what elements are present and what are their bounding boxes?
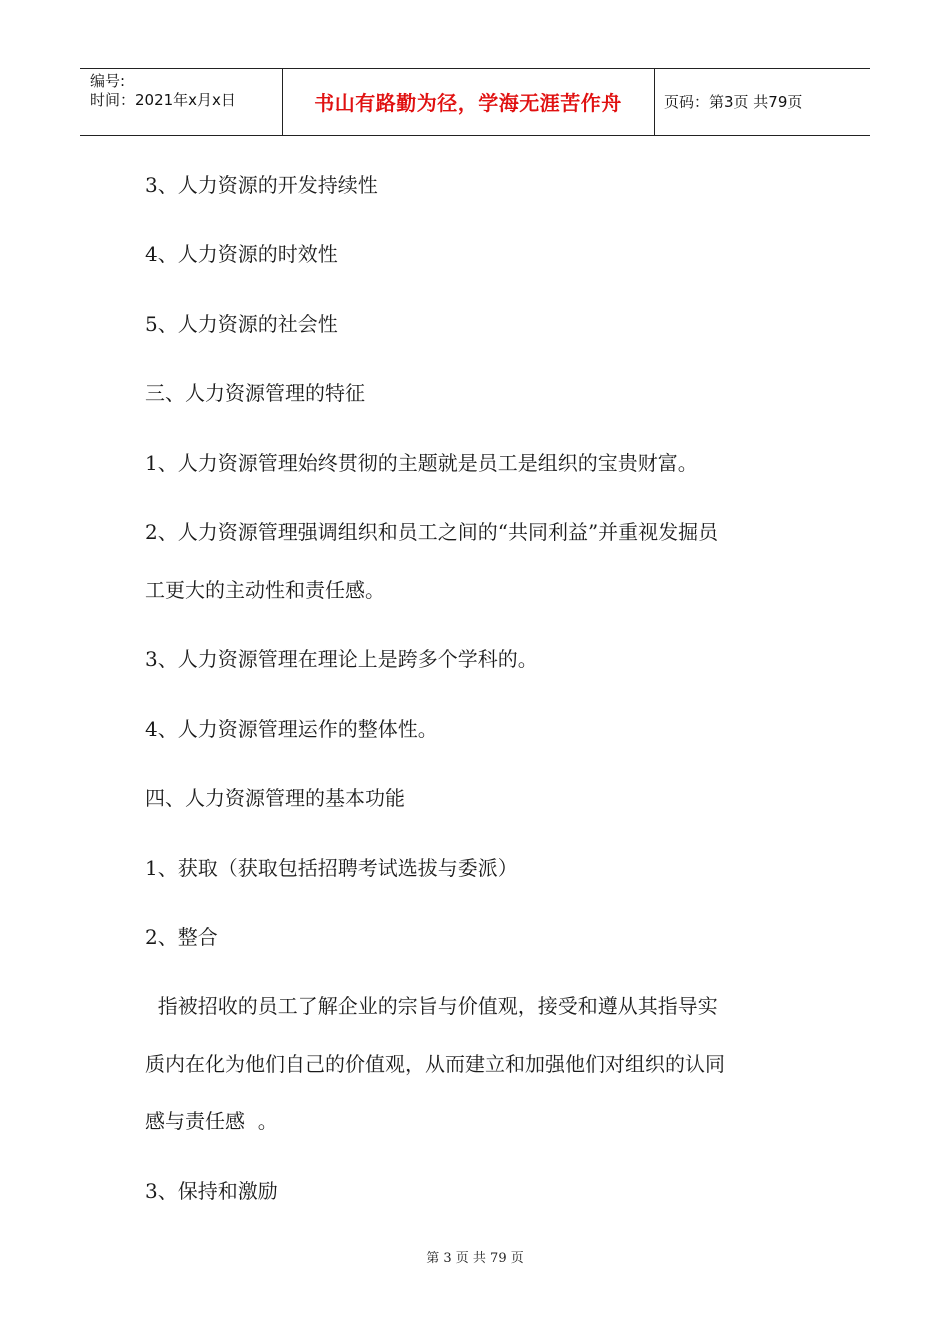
body-line: 3、人力资源的开发持续性	[145, 173, 378, 197]
body-line: 2、人力资源管理强调组织和员工之间的“共同利益”并重视发掘员	[145, 520, 719, 544]
body-line: 质内在化为他们自己的价值观，从而建立和加强他们对组织的认同	[145, 1052, 725, 1076]
section-heading: 三、人力资源管理的特征	[145, 381, 365, 405]
body-line: 2、整合	[145, 925, 218, 949]
body-line: 4、人力资源的时效性	[145, 242, 338, 266]
body-line: 3、保持和激励	[145, 1179, 278, 1203]
body-line: 工更大的主动性和责任感。	[145, 578, 385, 602]
section-heading: 四、人力资源管理的基本功能	[145, 786, 405, 810]
header-code-label: 编号:	[90, 72, 126, 90]
body-line: 5、人力资源的社会性	[145, 312, 338, 336]
body-line: 4、人力资源管理运作的整体性。	[145, 717, 438, 741]
header-bottom-rule	[80, 135, 870, 136]
body-line: 1、人力资源管理始终贯彻的主题就是员工是组织的宝贵财富。	[145, 451, 698, 475]
header-time-label: 时间：2021年x月x日	[90, 91, 236, 109]
body-line: 1、获取（获取包括招聘考试选拔与委派）	[145, 856, 518, 880]
page-footer: 第 3 页 共 79 页	[426, 1251, 524, 1266]
header-meta	[90, 72, 236, 110]
header-page-info: 页码：第3页 共79页	[664, 93, 803, 111]
body-line: 指被招收的员工了解企业的宗旨与价值观，接受和遵从其指导实	[145, 994, 718, 1018]
header-divider-right	[654, 68, 655, 135]
body-line: 感与责任感 。	[145, 1109, 278, 1133]
body-line: 3、人力资源管理在理论上是跨多个学科的。	[145, 647, 538, 671]
header-motto: 书山有路勤为径，学海无涯苦作舟	[314, 91, 622, 115]
